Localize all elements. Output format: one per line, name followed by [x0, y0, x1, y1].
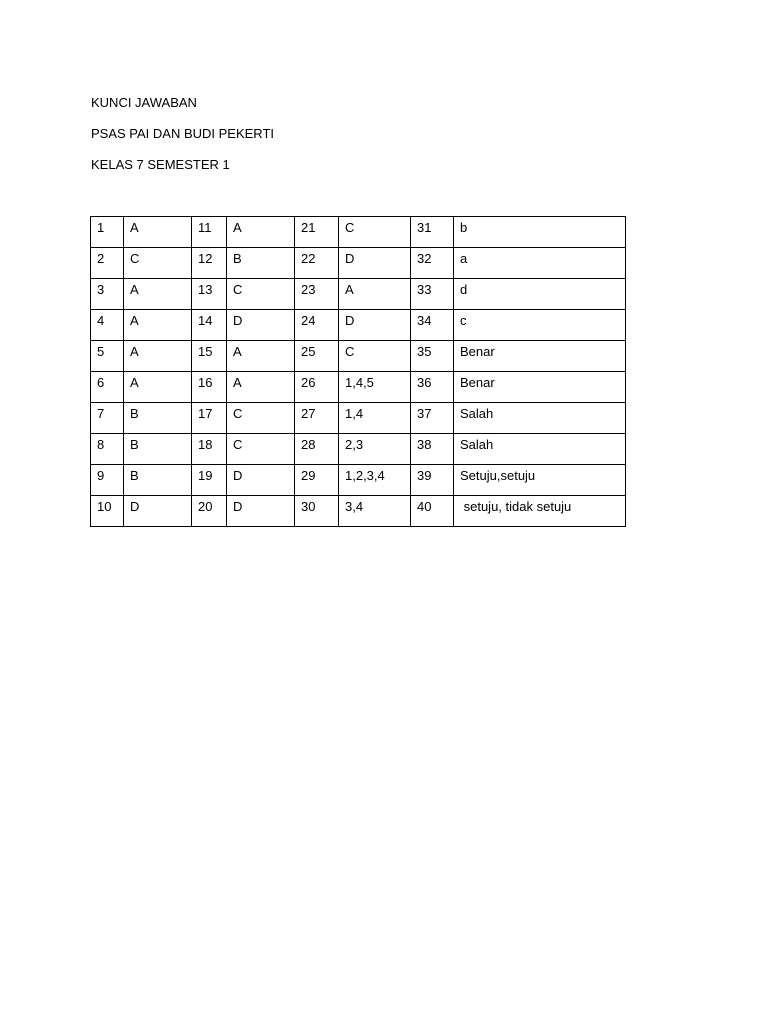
answer-value: Salah [460, 406, 494, 421]
question-number: 12 [198, 251, 213, 266]
answer-value: D [345, 313, 355, 328]
question-number: 19 [198, 468, 213, 483]
question-number: 9 [97, 468, 105, 483]
question-number-cell [91, 341, 124, 372]
answer-cell [454, 310, 626, 341]
answer-value: Benar [460, 375, 495, 390]
question-number: 38 [417, 437, 432, 452]
answer-cell [339, 465, 411, 496]
answer-value: a [460, 251, 468, 266]
answer-value: D [233, 468, 243, 483]
answer-value: b [460, 220, 468, 235]
question-number: 33 [417, 282, 432, 297]
question-number: 30 [301, 499, 316, 514]
question-number: 36 [417, 375, 432, 390]
answer-cell [124, 248, 192, 279]
answer-cell [454, 279, 626, 310]
answer-value: Benar [460, 344, 495, 359]
answer-value: A [233, 344, 242, 359]
question-number-cell [295, 217, 339, 248]
question-number: 40 [417, 499, 432, 514]
question-number-cell [91, 372, 124, 403]
answer-value: B [130, 406, 139, 421]
answer-value: A [130, 282, 139, 297]
answer-cell [454, 496, 626, 527]
answer-cell [124, 310, 192, 341]
question-number: 11 [198, 220, 212, 235]
question-number-cell [411, 279, 454, 310]
answer-cell [339, 403, 411, 434]
question-number-cell [192, 310, 227, 341]
answer-cell [339, 310, 411, 341]
answer-cell [124, 279, 192, 310]
question-number: 2 [97, 251, 105, 266]
question-number-cell [295, 341, 339, 372]
answer-cell [227, 217, 295, 248]
answer-cell [339, 279, 411, 310]
answer-cell [339, 217, 411, 248]
question-number: 31 [417, 220, 432, 235]
question-number-cell [411, 217, 454, 248]
answer-value: B [130, 468, 139, 483]
question-number: 8 [97, 437, 105, 452]
question-number: 28 [301, 437, 316, 452]
table-row [91, 341, 626, 372]
table-row [91, 279, 626, 310]
answer-cell [339, 341, 411, 372]
question-number: 7 [97, 406, 105, 421]
answer-value: C [233, 406, 243, 421]
question-number-cell [295, 310, 339, 341]
document-subtitle: PSAS PAI DAN BUDI PEKERTI [91, 126, 275, 141]
answer-value: 3,4 [345, 499, 364, 514]
answer-cell [124, 372, 192, 403]
question-number: 39 [417, 468, 432, 483]
answer-value: B [233, 251, 242, 266]
question-number-cell [411, 372, 454, 403]
answer-cell [124, 465, 192, 496]
answer-value: Salah [460, 437, 494, 452]
question-number: 24 [301, 313, 316, 328]
answer-cell [124, 403, 192, 434]
question-number-cell [411, 434, 454, 465]
answer-value: D [233, 499, 243, 514]
answer-cell [339, 434, 411, 465]
question-number: 20 [198, 499, 213, 514]
answer-cell [124, 217, 192, 248]
question-number-cell [192, 341, 227, 372]
question-number: 22 [301, 251, 316, 266]
question-number-cell [91, 465, 124, 496]
question-number-cell [192, 434, 227, 465]
answer-table-body [91, 217, 626, 527]
answer-cell [124, 434, 192, 465]
answer-value: setuju, tidak setuju [460, 499, 572, 514]
table-row [91, 496, 626, 527]
answer-value: d [460, 282, 468, 297]
question-number-cell [91, 248, 124, 279]
question-number: 14 [198, 313, 213, 328]
answer-value: D [345, 251, 355, 266]
question-number-cell [295, 496, 339, 527]
question-number-cell [192, 496, 227, 527]
question-number: 16 [198, 375, 213, 390]
question-number: 25 [301, 344, 316, 359]
answer-value: 1,4 [345, 406, 364, 421]
answer-cell [339, 248, 411, 279]
question-number: 4 [97, 313, 105, 328]
answer-value: A [345, 282, 354, 297]
question-number-cell [411, 310, 454, 341]
question-number-cell [411, 403, 454, 434]
answer-cell [227, 248, 295, 279]
question-number: 18 [198, 437, 213, 452]
answer-cell [454, 248, 626, 279]
answer-value: A [130, 344, 139, 359]
answer-cell [227, 403, 295, 434]
answer-value: A [233, 375, 242, 390]
answer-cell [454, 372, 626, 403]
question-number: 10 [97, 499, 112, 514]
answer-cell [454, 403, 626, 434]
table-row [91, 372, 626, 403]
answer-cell [227, 372, 295, 403]
question-number: 35 [417, 344, 432, 359]
answer-value: A [233, 220, 242, 235]
answer-cell [124, 341, 192, 372]
answer-cell [227, 310, 295, 341]
question-number: 37 [417, 406, 432, 421]
question-number: 26 [301, 375, 316, 390]
document-title: KUNCI JAWABAN [91, 95, 197, 110]
answer-key-table [90, 216, 626, 527]
question-number-cell [192, 372, 227, 403]
answer-cell [227, 465, 295, 496]
table-row [91, 434, 626, 465]
answer-cell [454, 434, 626, 465]
question-number: 23 [301, 282, 316, 297]
question-number-cell [91, 434, 124, 465]
answer-value: 1,2,3,4 [345, 468, 385, 483]
question-number-cell [411, 465, 454, 496]
answer-cell [227, 279, 295, 310]
question-number-cell [295, 372, 339, 403]
table-row [91, 217, 626, 248]
answer-value: c [460, 313, 467, 328]
table-row [91, 465, 626, 496]
question-number: 21 [301, 220, 316, 235]
table-row [91, 248, 626, 279]
question-number-cell [91, 310, 124, 341]
question-number-cell [91, 279, 124, 310]
question-number: 15 [198, 344, 213, 359]
answer-value: C [345, 344, 355, 359]
question-number-cell [411, 496, 454, 527]
answer-cell [339, 496, 411, 527]
answer-value: A [130, 220, 139, 235]
question-number: 34 [417, 313, 432, 328]
question-number-cell [192, 217, 227, 248]
answer-value: D [233, 313, 243, 328]
table-row [91, 403, 626, 434]
question-number-cell [295, 465, 339, 496]
question-number-cell [295, 279, 339, 310]
answer-value: A [130, 313, 139, 328]
question-number: 29 [301, 468, 316, 483]
answer-value: C [233, 282, 243, 297]
question-number-cell [192, 248, 227, 279]
question-number-cell [192, 465, 227, 496]
question-number: 5 [97, 344, 105, 359]
question-number-cell [295, 248, 339, 279]
question-number: 17 [198, 406, 213, 421]
answer-value: 2,3 [345, 437, 364, 452]
question-number-cell [192, 279, 227, 310]
question-number: 32 [417, 251, 432, 266]
question-number-cell [91, 403, 124, 434]
answer-value: B [130, 437, 139, 452]
question-number-cell [411, 341, 454, 372]
answer-value: Setuju,setuju [460, 468, 536, 483]
question-number: 3 [97, 282, 105, 297]
question-number: 1 [97, 220, 105, 235]
answer-value: A [130, 375, 139, 390]
answer-value: C [345, 220, 355, 235]
answer-cell [227, 434, 295, 465]
question-number-cell [91, 217, 124, 248]
question-number-cell [295, 434, 339, 465]
table-row [91, 310, 626, 341]
answer-value: D [130, 499, 140, 514]
answer-cell [339, 372, 411, 403]
question-number: 13 [198, 282, 213, 297]
question-number: 6 [97, 375, 105, 390]
answer-value: C [130, 251, 140, 266]
question-number-cell [192, 403, 227, 434]
answer-cell [227, 496, 295, 527]
question-number-cell [91, 496, 124, 527]
answer-cell [124, 496, 192, 527]
answer-cell [454, 217, 626, 248]
question-number-cell [295, 403, 339, 434]
document-class-semester: KELAS 7 SEMESTER 1 [91, 157, 230, 172]
answer-cell [227, 341, 295, 372]
answer-value: C [233, 437, 243, 452]
answer-value: 1,4,5 [345, 375, 374, 390]
answer-cell [454, 341, 626, 372]
question-number: 27 [301, 406, 316, 421]
question-number-cell [411, 248, 454, 279]
answer-cell [454, 465, 626, 496]
